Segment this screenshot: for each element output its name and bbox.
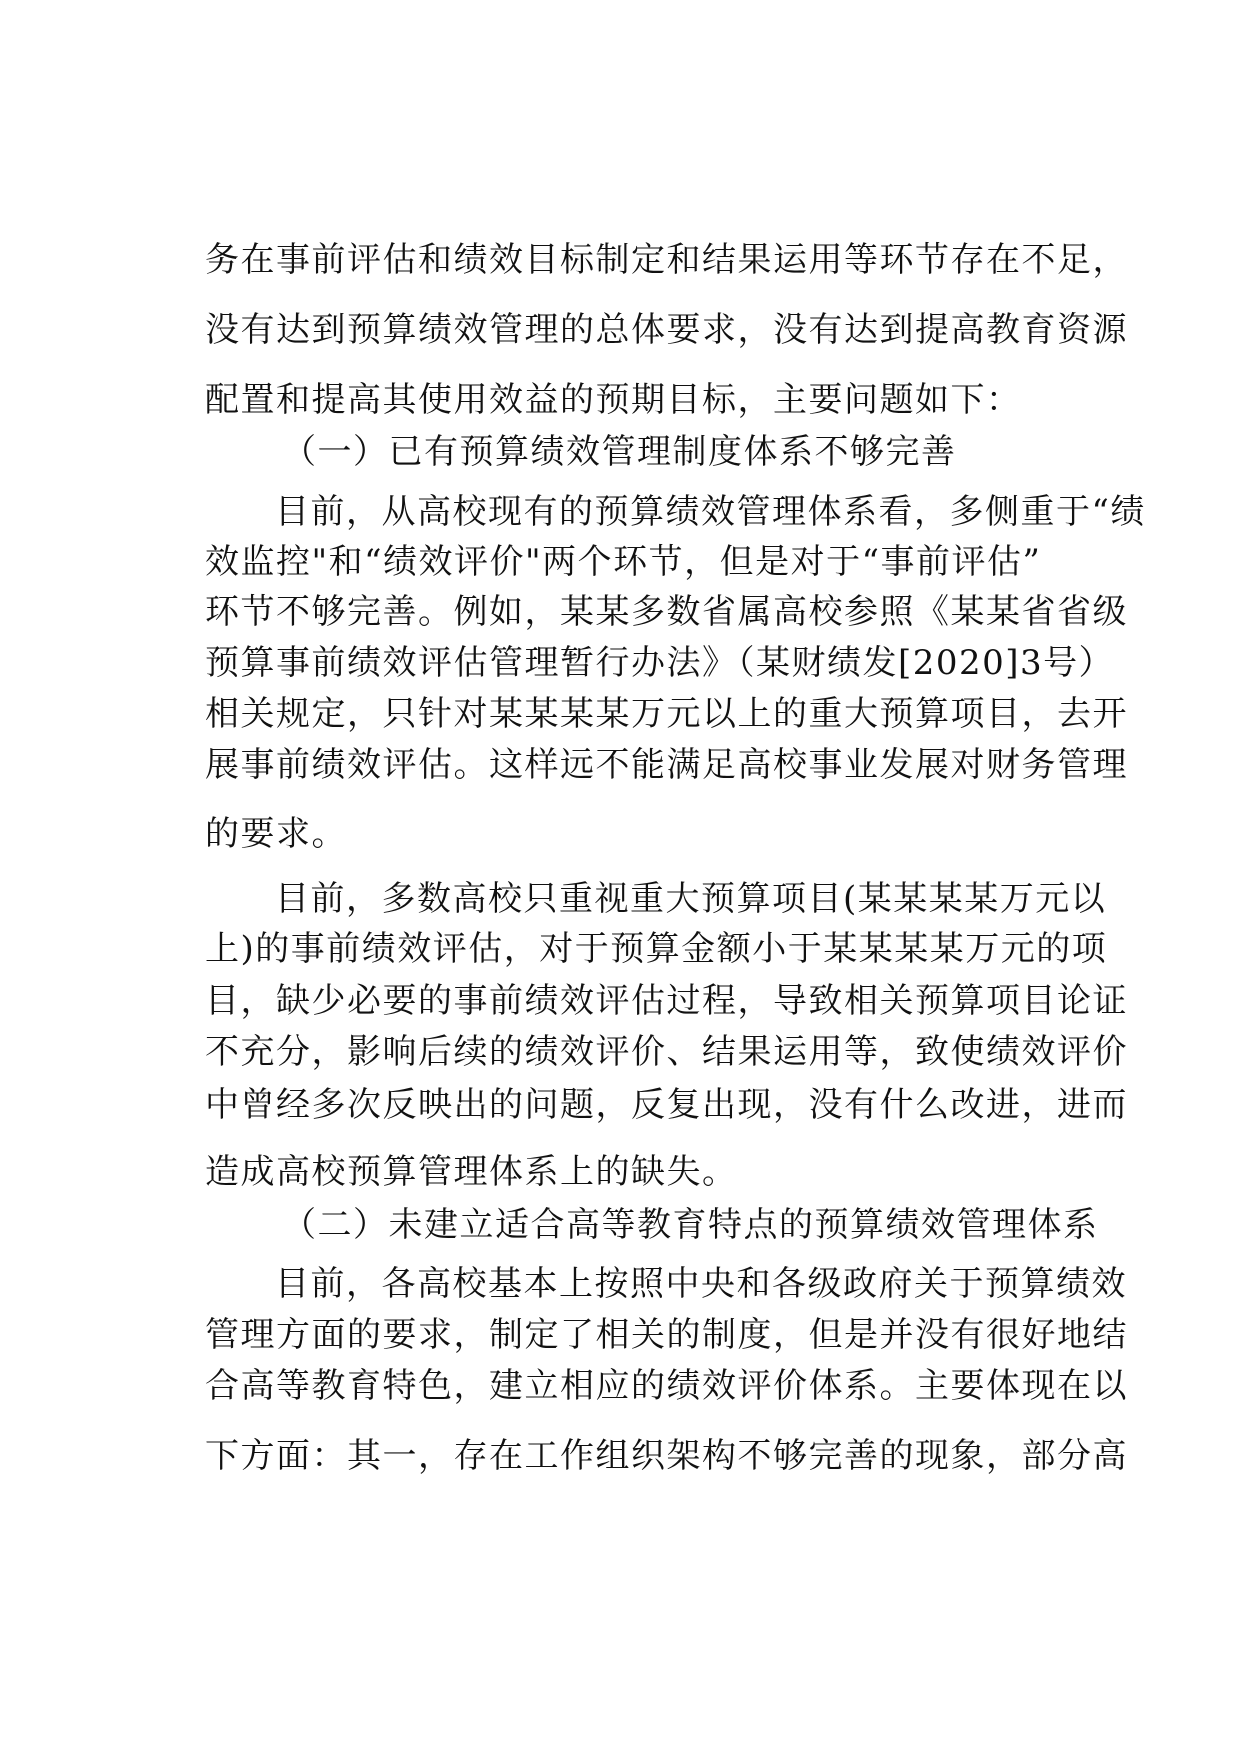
text-line: 中曾经多次反映出的问题，反复出现，没有什么改进，进而 xyxy=(205,1085,1128,1125)
text-line: 造成高校预算管理体系上的缺失。 xyxy=(205,1152,738,1192)
text-line: 环节不够完善。例如，某某多数省属高校参照《某某省省级 xyxy=(205,592,1128,632)
text-line: 展事前绩效评估。这样远不能满足高校事业发展对财务管理 xyxy=(205,745,1128,785)
paragraph-first-line: 目前，多数高校只重视重大预算项目(某某某某万元以 xyxy=(275,879,1107,919)
section-heading-1: （一）已有预算绩效管理制度体系不够完善 xyxy=(282,432,957,472)
text-line: 预算事前绩效评估管理暂行办法》（某财绩发[2020]3号） xyxy=(205,643,1115,683)
text-line: 不充分，影响后续的绩效评价、结果运用等，致使绩效评价 xyxy=(205,1032,1128,1072)
text-line: 合高等教育特色，建立相应的绩效评价体系。主要体现在以 xyxy=(205,1366,1128,1406)
text-line: 目，缺少必要的事前绩效评估过程，导致相关预算项目论证 xyxy=(205,981,1128,1021)
text-line: 上)的事前绩效评估，对于预算金额小于某某某某万元的项 xyxy=(205,929,1108,969)
section-heading-2: （二）未建立适合高等教育特点的预算绩效管理体系 xyxy=(282,1205,1099,1245)
text-line: 没有达到预算绩效管理的总体要求，没有达到提高教育资源 xyxy=(205,310,1128,350)
text-line: 的要求。 xyxy=(205,814,347,854)
text-line: 相关规定，只针对某某某某万元以上的重大预算项目，去开 xyxy=(205,694,1128,734)
text-line: 配置和提高其使用效益的预期目标，主要问题如下： xyxy=(205,380,1022,420)
paragraph-first-line: 目前，从高校现有的预算绩效管理体系看，多侧重于“绩 xyxy=(275,492,1146,532)
text-line: 效监控"和“绩效评价"两个环节，但是对于“事前评估” xyxy=(205,542,1042,582)
text-line: 管理方面的要求，制定了相关的制度，但是并没有很好地结 xyxy=(205,1315,1128,1355)
text-line: 下方面：其一，存在工作组织架构不够完善的现象，部分高 xyxy=(205,1436,1128,1476)
paragraph-first-line: 目前，各高校基本上按照中央和各级政府关于预算绩效 xyxy=(275,1264,1127,1304)
text-line: 务在事前评估和绩效目标制定和结果运用等环节存在不足， xyxy=(205,240,1128,280)
